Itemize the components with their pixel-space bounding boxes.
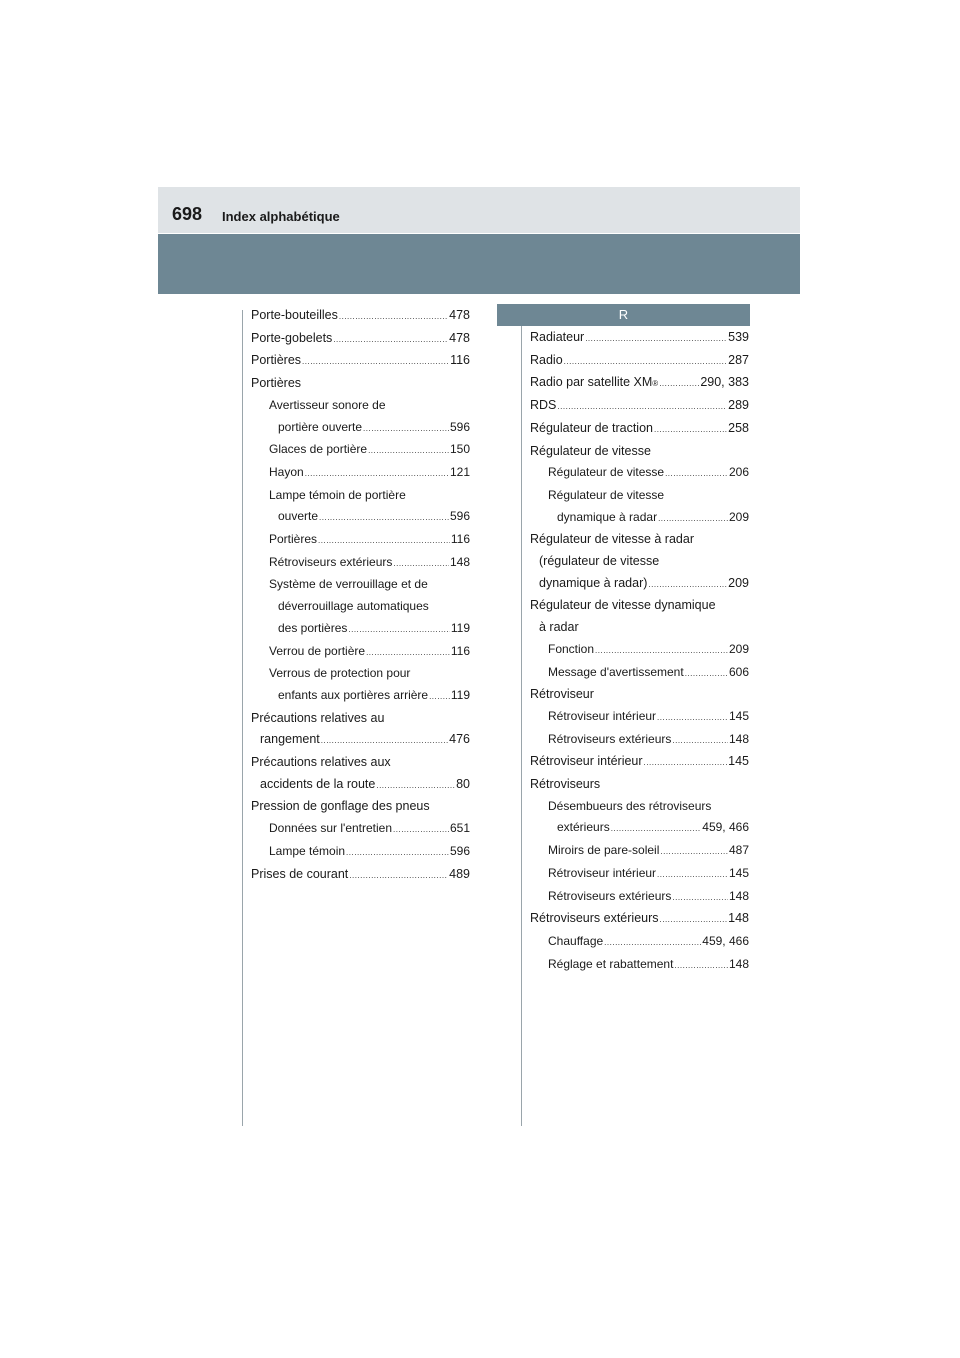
index-entry-text: dynamique à radar) [539, 575, 648, 590]
index-page-ref: 258 [728, 420, 749, 435]
leader-dots [672, 887, 728, 909]
index-entry [251, 841, 470, 864]
index-entry-text: Portières [269, 532, 318, 547]
index-entry-text: Portières [251, 353, 302, 368]
index-entry-text: Lampe témoin [269, 843, 346, 858]
index-entry: Radio par satellite XM ® ..... 290, 383 [530, 372, 749, 395]
index-entry-text: enfants aux portières arrière [278, 687, 429, 702]
section-band [158, 234, 800, 294]
index-entry-text: rangement [260, 732, 320, 747]
leader-dots [665, 463, 728, 485]
leader-dots [393, 819, 449, 841]
index-entry [251, 462, 470, 485]
index-heading-line: Régulateur de vitesse à radar [530, 532, 694, 547]
index-heading-line: Précautions relatives au [251, 710, 385, 725]
index-heading-line: Régulateur de vitesse [548, 487, 665, 502]
index-entry [251, 685, 470, 708]
index-entry-text: Rétroviseur intérieur [548, 708, 657, 723]
index-page-ref: 80 [456, 776, 470, 791]
index-column-left [251, 305, 470, 886]
index-page-ref: 116 [450, 353, 470, 368]
index-heading-line: Rétroviseurs [530, 777, 601, 792]
leader-dots [657, 864, 728, 886]
index-entry [251, 818, 470, 841]
index-page-ref: 489 [449, 866, 470, 881]
index-column-right [530, 327, 749, 976]
index-entry [530, 954, 749, 977]
index-entry [530, 931, 749, 954]
index-page-ref: 148 [728, 888, 749, 903]
leader-dots [604, 932, 701, 954]
index-entry-text: Porte-gobelets [251, 330, 333, 345]
index-page-ref: 150 [449, 442, 470, 457]
index-page-ref: 289 [728, 398, 749, 413]
index-page-ref: 148 [728, 911, 749, 926]
index-heading-line: Désembueurs des rétroviseurs [548, 798, 712, 813]
index-page-ref: 476 [449, 732, 470, 747]
index-entry-text: Radiateur [530, 330, 585, 344]
index-heading-line: Régulateur de vitesse dynamique [530, 598, 716, 613]
leader-dots [672, 730, 728, 752]
index-heading-line: (régulateur de vitesse [539, 554, 660, 569]
index-heading-line: Avertisseur sonore de [269, 397, 386, 412]
leader-dots [611, 818, 702, 840]
column-divider-right [521, 310, 522, 1126]
index-entry [251, 506, 470, 529]
index-entry [530, 639, 749, 662]
leader-dots [557, 396, 727, 418]
index-entry-text: Régulateur de traction [530, 420, 653, 435]
index-page-ref: 651 [449, 821, 470, 836]
index-entry [530, 729, 749, 752]
index-heading-line: Lampe témoin de portière [269, 487, 406, 502]
leader-dots [376, 775, 455, 797]
index-page-ref: 119 [450, 687, 470, 702]
leader-dots [660, 841, 728, 863]
leader-dots [595, 640, 728, 662]
index-entry [251, 439, 470, 462]
index-entry-text: Radio [530, 352, 563, 367]
leader-dots [648, 574, 727, 596]
index-heading-line: Portières [251, 376, 302, 391]
index-entry-text: Prises de courant [251, 866, 349, 881]
index-entry-text: Hayon [269, 464, 304, 479]
index-entry [251, 618, 470, 641]
index-entry-text: RDS [530, 398, 557, 413]
index-page-ref: 596 [449, 509, 470, 524]
index-entry-text: dynamique à radar [557, 509, 658, 524]
index-entry [251, 729, 470, 752]
leader-dots [339, 306, 448, 328]
index-entry-text: portière ouverte [278, 419, 363, 434]
index-page-ref: 209 [728, 509, 749, 524]
index-entry-text: Rétroviseurs extérieurs [548, 888, 672, 903]
leader-dots [660, 909, 728, 931]
index-entry-text: Radio par satellite XM [530, 375, 653, 390]
index-entry [530, 507, 749, 530]
index-entry [530, 751, 749, 774]
index-entry-text: Réglage et rabattement [548, 956, 674, 971]
index-entry-text: Porte-bouteilles [251, 308, 338, 322]
index-entry-text: Glaces de portière [269, 442, 368, 457]
index-heading-line: Régulateur de vitesse [530, 443, 651, 458]
index-entry [530, 706, 749, 729]
index-entry [251, 417, 470, 440]
page-title: Index alphabétique [222, 209, 340, 224]
index-entry [251, 350, 470, 373]
index-heading-line: Verrous de protection pour [269, 666, 411, 681]
leader-dots [318, 530, 450, 552]
leader-dots [333, 329, 448, 351]
index-entry [530, 395, 749, 418]
index-page-ref: 290, 383 [700, 375, 749, 390]
index-page-ref: 119 [450, 620, 470, 635]
letter-header: R [497, 304, 750, 326]
index-page-ref: 459, 466 [702, 820, 749, 835]
index-entry-text: Rétroviseurs extérieurs [269, 554, 393, 569]
index-entry [251, 328, 470, 351]
index-page-ref: 478 [449, 330, 470, 345]
leader-dots [302, 351, 449, 373]
leader-dots [393, 553, 449, 575]
index-page-ref: 539 [728, 330, 749, 344]
index-entry-text: des portières [278, 620, 348, 635]
index-entry [530, 462, 749, 485]
index-entry-text: Miroirs de pare-soleil [548, 843, 660, 858]
index-page-ref: 459, 466 [702, 933, 749, 948]
index-heading-line: Pression de gonflage des pneus [251, 799, 430, 814]
index-heading-line: Précautions relatives aux [251, 755, 391, 770]
index-page-ref: 487 [728, 843, 749, 858]
index-entry-text: ouverte [278, 509, 319, 524]
index-entry-text: Rétroviseur intérieur [530, 754, 643, 769]
index-page-ref: 145 [728, 865, 749, 880]
index-heading-line: Système de verrouillage et de [269, 577, 428, 592]
index-page-ref: 209 [728, 575, 749, 590]
index-page-ref: 206 [728, 465, 749, 480]
index-page-ref: 116 [450, 532, 470, 547]
leader-dots [654, 419, 727, 441]
leader-dots [366, 642, 450, 664]
index-page-ref: 148 [728, 731, 749, 746]
index-entry [530, 908, 749, 931]
leader-dots [685, 663, 728, 685]
index-entry [251, 774, 470, 797]
index-heading-line: déverrouillage automatiques [278, 599, 429, 614]
leader-dots [657, 707, 728, 729]
leader-dots [659, 373, 699, 395]
leader-dots [564, 351, 727, 373]
index-entry [530, 662, 749, 685]
index-entry [530, 418, 749, 441]
index-entry-text: Régulateur de vitesse [548, 465, 665, 480]
index-entry-text: Fonction [548, 641, 595, 656]
index-entry-text: accidents de la route [260, 776, 376, 791]
index-page-ref: 121 [449, 464, 470, 479]
index-entry-text: Verrou de portière [269, 643, 366, 658]
column-divider-left [242, 310, 243, 1126]
index-entry [530, 863, 749, 886]
index-entry-text: Données sur l'entretien [269, 821, 393, 836]
leader-dots [674, 955, 728, 977]
index-entry-text: Rétroviseurs extérieurs [548, 731, 672, 746]
index-page-ref: 145 [728, 754, 749, 769]
index-entry [251, 864, 470, 887]
index-entry [251, 305, 470, 328]
leader-dots [585, 328, 727, 350]
leader-dots [644, 752, 728, 774]
index-entry-text: Message d'avertissement [548, 664, 684, 679]
index-page-ref: 287 [728, 352, 749, 367]
page-number: 698 [172, 204, 203, 224]
index-entry [251, 529, 470, 552]
index-page-ref: 148 [728, 956, 749, 971]
leader-dots [429, 686, 450, 708]
index-page-ref: 596 [449, 419, 470, 434]
index-entry [530, 350, 749, 373]
index-page-ref: 606 [728, 664, 749, 679]
leader-dots [658, 508, 728, 530]
index-entry [251, 641, 470, 664]
leader-dots [348, 619, 449, 641]
leader-dots [305, 463, 449, 485]
index-entry [530, 817, 749, 840]
index-entry-text: Rétroviseurs extérieurs [530, 911, 659, 926]
leader-dots [363, 418, 449, 440]
index-page-ref: 209 [728, 641, 749, 656]
leader-dots [321, 730, 448, 752]
index-page-ref: 478 [449, 308, 470, 322]
index-entry [530, 573, 749, 596]
index-page-ref: 148 [449, 554, 470, 569]
index-entry [530, 886, 749, 909]
index-entry [251, 552, 470, 575]
index-page-ref: 596 [449, 843, 470, 858]
index-page-ref: 116 [450, 643, 470, 658]
index-page-ref: 145 [728, 708, 749, 723]
index-entry [530, 327, 749, 350]
index-entry-text: Rétroviseur intérieur [548, 865, 657, 880]
index-heading-line: à radar [539, 620, 579, 635]
leader-dots [368, 440, 449, 462]
index-entry-text: Chauffage [548, 933, 604, 948]
leader-dots [346, 842, 449, 864]
index-entry-text: extérieurs [557, 820, 610, 835]
index-heading-line: Rétroviseur [530, 687, 594, 702]
leader-dots [319, 507, 449, 529]
index-entry [530, 840, 749, 863]
leader-dots [349, 865, 448, 887]
